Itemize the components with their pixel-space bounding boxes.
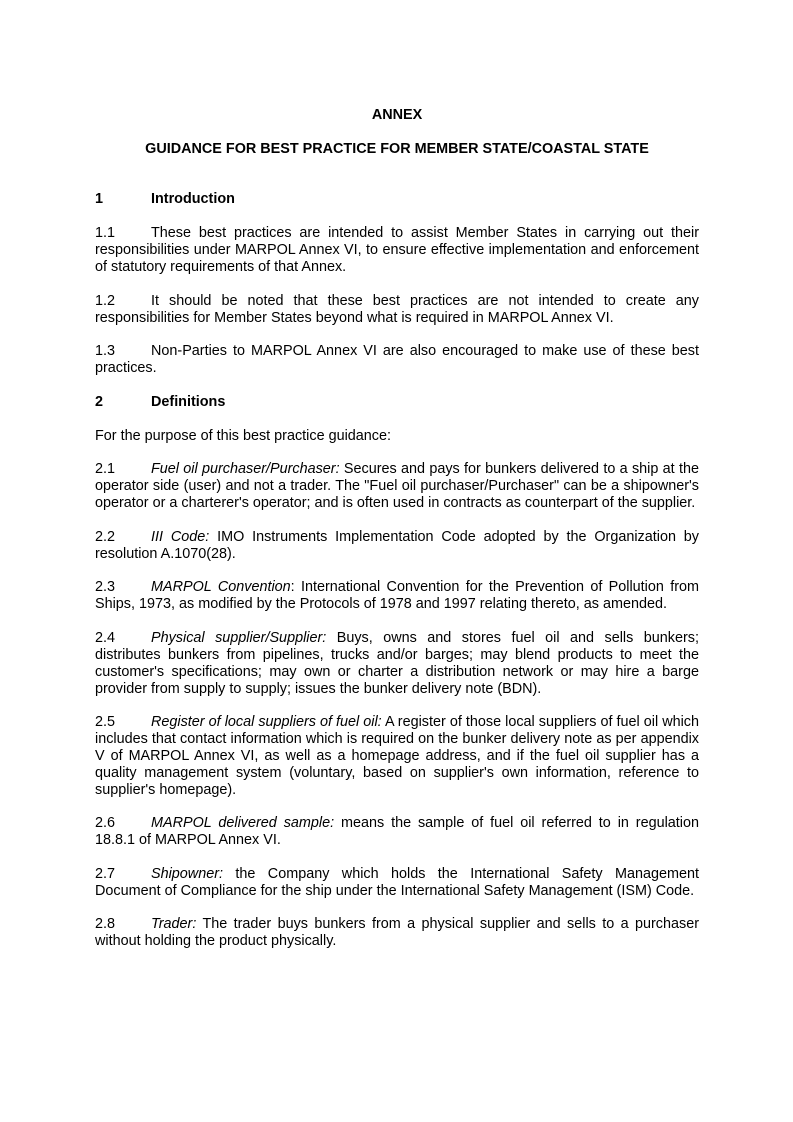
paragraph-1-2	[95, 293, 699, 327]
definition-term: Register of local suppliers of fuel oil:	[151, 714, 382, 730]
definition-2-6	[95, 815, 699, 849]
section-1-heading	[95, 191, 699, 208]
definition-number: 2.6	[95, 815, 116, 831]
section-number: 1	[95, 191, 104, 207]
paragraph-1-3	[95, 343, 699, 377]
definition-2-8	[95, 916, 699, 950]
paragraph-number: 1.2	[95, 293, 116, 309]
definition-text: IMO Instruments Implementation Code adopted by the Organization by resolution A.1070(28).	[95, 529, 699, 562]
definition-2-4	[95, 630, 699, 698]
definition-text: the Company which holds the International Safety Management Document of Compliance for the ship under the International Safety Management (ISM) Code.	[95, 866, 699, 899]
definitions-intro: For the purpose of this best practice guidance:	[95, 428, 391, 444]
definition-2-3	[95, 579, 699, 613]
guidance-title: GUIDANCE FOR BEST PRACTICE FOR MEMBER STATE/COASTAL STATE	[145, 141, 649, 157]
paragraph-1-1	[95, 225, 699, 276]
definition-number: 2.8	[95, 916, 116, 932]
paragraph-text: These best practices are intended to assist Member States in carrying out their responsibilities under MARPOL Annex VI, to ensure effective implementation and enforcement of statutory requirements of that Annex.	[95, 225, 699, 275]
definition-2-5	[95, 714, 699, 799]
definition-number: 2.7	[95, 866, 116, 882]
definition-term: MARPOL Convention	[151, 579, 291, 595]
definition-term: Shipowner:	[151, 866, 223, 882]
section-title: Introduction	[151, 191, 235, 207]
paragraph-number: 1.3	[95, 343, 116, 359]
definition-term: Physical supplier/Supplier:	[151, 630, 327, 646]
definition-2-1	[95, 461, 699, 512]
paragraph-number: 1.1	[95, 225, 116, 241]
definition-text: A register of those local suppliers of fuel oil which includes that contact information which is required on the bunker delivery note as per appendix V of MARPOL Annex VI, as well as a homepage address, and if the fuel oil supplier has a quality management system (voluntary, based on supplier's own information, reference to supplier's homepage).	[95, 714, 699, 798]
definition-term: Fuel oil purchaser/Purchaser:	[151, 461, 340, 477]
section-title: Definitions	[151, 394, 226, 410]
definition-number: 2.4	[95, 630, 116, 646]
annex-title: ANNEX	[371, 107, 423, 123]
definition-number: 2.2	[95, 529, 116, 545]
definition-text: means the sample of fuel oil referred to in regulation 18.8.1 of MARPOL Annex VI.	[95, 815, 699, 848]
definition-number: 2.1	[95, 461, 116, 477]
paragraph-text: Non-Parties to MARPOL Annex VI are also encouraged to make use of these best practices.	[95, 343, 699, 376]
section-number: 2	[95, 394, 104, 410]
definition-text: Buys, owns and stores fuel oil and sells bunkers; distributes bunkers from pipelines, trucks and/or barges; may blend products to meet the customer's specifications; may own or charter a distribution network or may hire a barge provider from supply to supply; issues the bunker delivery note (BDN).	[95, 630, 699, 697]
section-2-heading	[95, 394, 699, 411]
definition-term: III Code:	[151, 529, 210, 545]
definition-text: : International Convention for the Prevention of Pollution from Ships, 1973, as modified by the Protocols of 1978 and 1997 relating thereto, as amended.	[95, 579, 699, 612]
definition-number: 2.3	[95, 579, 116, 595]
definition-number: 2.5	[95, 714, 116, 730]
paragraph-text: It should be noted that these best practices are not intended to create any responsibilities for Member States beyond what is required in MARPOL Annex VI.	[95, 293, 699, 326]
definition-text: The trader buys bunkers from a physical supplier and sells to a purchaser without holding the product physically.	[95, 916, 699, 949]
definition-2-7	[95, 866, 699, 900]
definition-term: Trader:	[151, 916, 197, 932]
definition-2-2	[95, 529, 699, 563]
definition-text: Secures and pays for bunkers delivered to a ship at the operator side (user) and not a trader. The "Fuel oil purchaser/Purchaser" can be a shipowner's operator or a charterer's operator; and is often used in contracts as counterpart of the supplier.	[95, 461, 699, 511]
definition-term: MARPOL delivered sample:	[151, 815, 335, 831]
